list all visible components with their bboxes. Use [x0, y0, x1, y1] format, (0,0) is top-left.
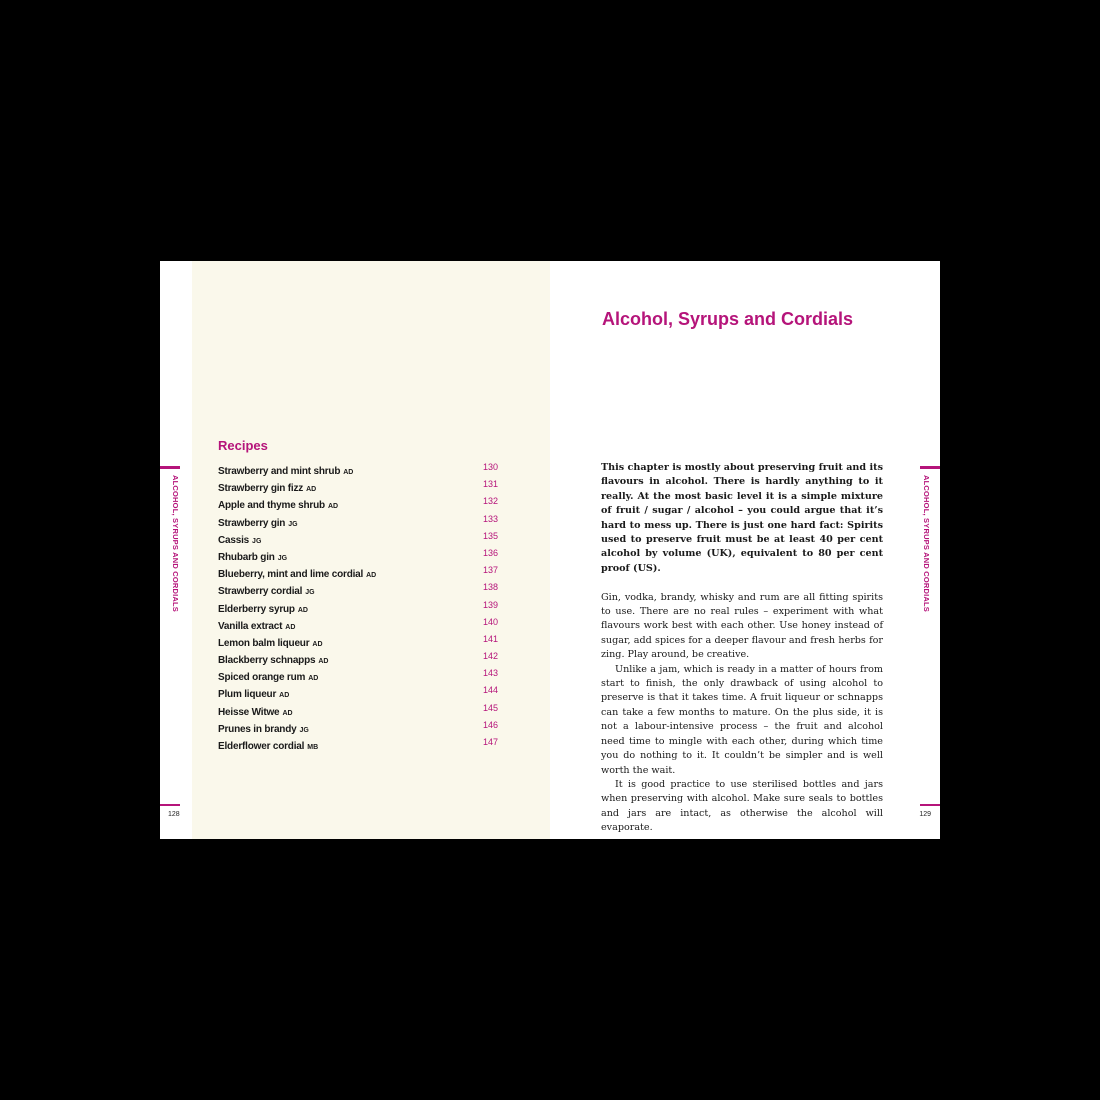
recipe-author: AD: [343, 469, 354, 476]
recipe-title: Spiced orange rum: [218, 672, 306, 684]
recipe-entry[interactable]: [218, 547, 498, 564]
recipe-page-number: 145: [482, 702, 498, 713]
recipe-page-number: 138: [482, 582, 498, 593]
chapter-title: Alcohol, Syrups and Cordials: [602, 309, 854, 330]
chapter-intro-text: [601, 461, 883, 836]
recipe-entry[interactable]: [218, 684, 498, 701]
recipe-page-number: 147: [482, 737, 498, 747]
recipe-title: Strawberry and mint shrub: [218, 466, 341, 477]
recipe-page-number: 137: [482, 565, 498, 576]
recipe-page-number: 142: [482, 651, 498, 662]
recipe-title: Strawberry cordial: [218, 586, 303, 598]
recipe-entry[interactable]: [218, 564, 498, 581]
recipe-page-number: 144: [482, 685, 498, 696]
recipe-author: AD: [327, 503, 339, 511]
recipe-entry[interactable]: [218, 530, 498, 547]
recipe-author: AD: [312, 640, 323, 648]
page-number: 129: [919, 811, 931, 818]
recipe-author: AD: [308, 675, 319, 683]
recipe-page-number: 136: [482, 547, 498, 558]
recipe-author: AD: [279, 692, 290, 700]
recipe-author: AD: [285, 623, 296, 631]
recipe-page-number: 143: [482, 668, 498, 679]
recipe-author: AD: [318, 658, 329, 666]
body-paragraph: Gin, vodka, brandy, whisky and rum are all fitting spirits to use. There are no real rules – experiment with what flavours work best with each other. Use honey instead of sugar, add spices for a deeper flavour and fresh herbs for zing. Play around, be creative.: [601, 591, 883, 661]
page-number: 128: [168, 811, 180, 818]
recipe-author: AD: [297, 606, 308, 614]
recipe-entry[interactable]: [218, 495, 498, 512]
folio-marker: [160, 804, 180, 806]
recipe-title: Elderflower cordial: [218, 741, 305, 752]
recipe-title: Apple and thyme shrub: [218, 500, 325, 512]
recipe-entry[interactable]: [218, 599, 498, 616]
recipe-author: MB: [307, 744, 319, 751]
recipe-title: Blueberry, mint and lime cordial: [218, 569, 364, 581]
running-head: ALCOHOL, SYRUPS AND CORDIALS: [171, 475, 180, 612]
recipe-entry[interactable]: [218, 736, 498, 753]
recipe-author: JG: [277, 554, 288, 562]
recipe-page-number: 130: [482, 462, 498, 472]
recipe-entry[interactable]: [218, 461, 498, 478]
recipe-title: Plum liqueur: [218, 689, 277, 701]
recipes-heading: Recipes: [218, 438, 268, 453]
section-tab-marker: [920, 466, 940, 469]
recipe-author: JG: [288, 520, 298, 528]
recipe-page-number: 139: [482, 599, 498, 610]
recipe-title: Prunes in brandy: [218, 723, 297, 735]
recipe-title: Rhubarb gin: [218, 551, 275, 563]
recipe-entry[interactable]: [218, 633, 498, 650]
recipe-title: Vanilla extract: [218, 620, 283, 632]
recipe-list: [218, 461, 498, 753]
folio-marker: [920, 804, 940, 806]
body-paragraph: Unlike a jam, which is ready in a matter of hours from start to finish, the only drawback of using alcohol to preserve is that it takes time. A fruit liqueur or schnapps can take a few months to mature. On the plus side, it is not a labour-intensive process – the fruit and alcohol need time to mingle with each other, during which time you do nothing to it. It couldn’t be simpler and is well worth the wait.: [601, 663, 883, 776]
recipe-page-number: 131: [482, 479, 498, 490]
recipe-author: JG: [252, 537, 262, 545]
recipe-page-number: 146: [482, 719, 498, 730]
recipe-entry[interactable]: [218, 719, 498, 736]
recipe-title: Strawberry gin fizz: [218, 483, 304, 495]
recipe-page-number: 132: [482, 496, 498, 507]
body-paragraph: It is good practice to use sterilised bottles and jars when preserving with alcohol. Make sure seals to bottles and jars are intact, as otherwise the alcohol will evaporate.: [601, 778, 883, 834]
recipe-page-number: 141: [482, 633, 498, 644]
recipe-entry[interactable]: [218, 702, 498, 719]
recipe-title: Elderberry syrup: [218, 603, 295, 615]
book-spread: [160, 261, 940, 839]
recipe-title: Heisse Witwe: [218, 706, 280, 718]
recipe-author: JG: [305, 589, 315, 597]
right-page: [550, 261, 940, 839]
running-head: ALCOHOL, SYRUPS AND CORDIALS: [922, 475, 931, 612]
recipe-author: JG: [299, 726, 309, 734]
recipe-entry[interactable]: [218, 616, 498, 633]
recipe-page-number: 140: [482, 616, 498, 627]
recipe-author: AD: [282, 709, 293, 717]
recipe-title: Strawberry gin: [218, 517, 286, 529]
recipe-entry[interactable]: [218, 513, 498, 530]
recipe-page-number: 133: [482, 513, 498, 524]
recipe-entry[interactable]: [218, 478, 498, 495]
recipe-entry[interactable]: [218, 650, 498, 667]
recipe-author: AD: [366, 572, 377, 580]
recipe-title: Cassis: [218, 534, 250, 546]
recipe-title: Lemon balm liqueur: [218, 637, 310, 649]
intro-paragraph: This chapter is mostly about preserving fruit and its flavours in alcohol. There is hardly anything to it really. At the most basic level it is a simple mixture of fruit / sugar / alcohol – you could argue that it’s hard to mess up. There is just one hard fact: Spirits used to preserve fruit must be at least 40 per cent alcohol by volume (UK), equivalent to 80 per cent proof (US).: [601, 462, 883, 574]
left-page: [160, 261, 550, 839]
recipe-entry[interactable]: [218, 581, 498, 598]
recipe-page-number: 135: [482, 530, 498, 541]
recipe-author: AD: [306, 486, 317, 494]
section-tab-marker: [160, 466, 180, 469]
recipe-title: Blackberry schnapps: [218, 655, 316, 667]
recipe-entry[interactable]: [218, 667, 498, 684]
